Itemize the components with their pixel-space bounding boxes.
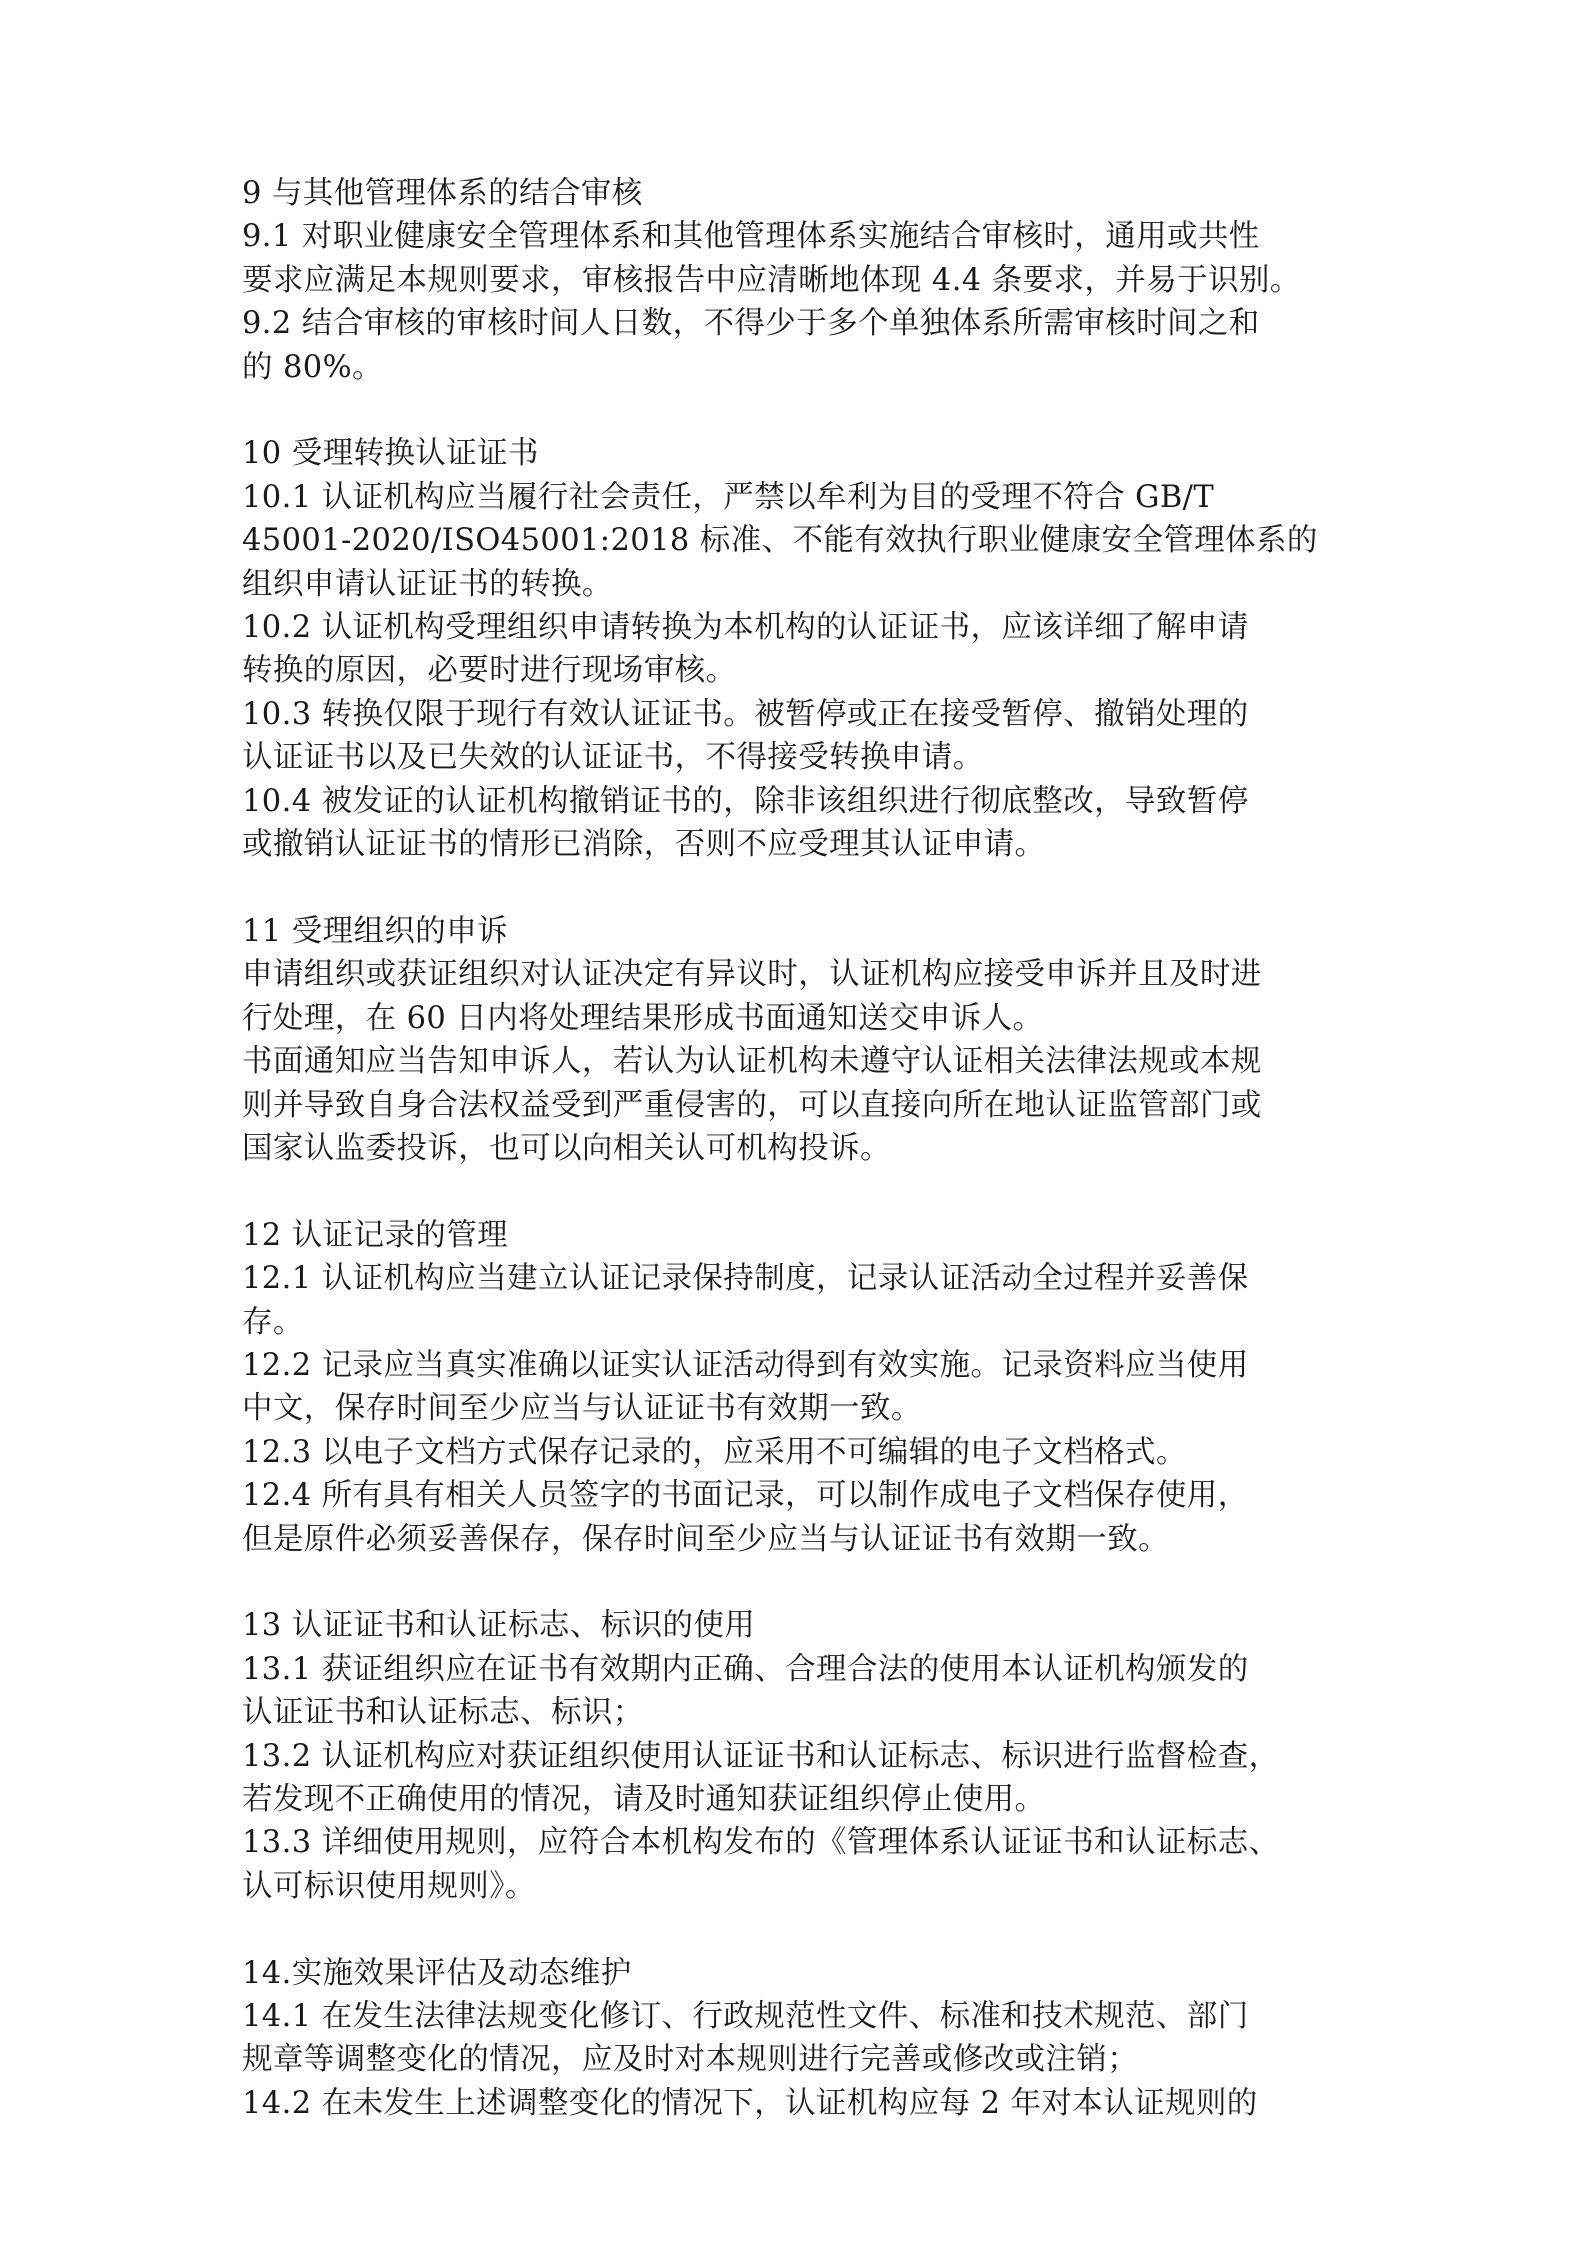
section-12-records (242, 1214, 1352, 1561)
paragraph-line: 12.2 记录应当真实准确以证实认证活动得到有效实施。记录资料应当使用 (242, 1347, 1249, 1383)
section-13-certificate-mark-usage (242, 1604, 1352, 1908)
paragraph-line: 9.2 结合审核的审核时间人日数，不得少于多个单独体系所需审核时间之和 (242, 306, 1260, 342)
paragraph-line: 或撤销认证证书的情形已消除，否则不应受理其认证申请。 (242, 827, 1046, 863)
paragraph-line: 13.3 详细使用规则，应符合本机构发布的《管理体系认证证书和认证标志、 (242, 1825, 1280, 1861)
paragraph-line: 45001-2020/ISO45001:2018 标准、不能有效执行职业健康安全管理体系的 (242, 523, 1318, 559)
paragraph-line: 但是原件必须妥善保存，保存时间至少应当与认证证书有效期一致。 (242, 1521, 1169, 1557)
paragraph-line: 行处理，在 60 日内将处理结果形成书面通知送交申诉人。 (242, 1000, 1044, 1036)
paragraph-line: 国家认监委投诉，也可以向相关认可机构投诉。 (242, 1130, 891, 1166)
paragraph-line: 要求应满足本规则要求，审核报告中应清晰地体现 4.4 条要求，并易于识别。 (242, 262, 1301, 298)
paragraph-line: 12.1 认证机构应当建立认证记录保持制度，记录认证活动全过程并妥善保 (242, 1261, 1249, 1297)
paragraph-line: 13.1 获证组织应在证书有效期内正确、合理合法的使用本认证机构颁发的 (242, 1651, 1249, 1687)
section-heading: 10 受理转换认证证书 (242, 436, 539, 472)
paragraph-line: 书面通知应当告知申诉人，若认为认证机构未遵守认证相关法律法规或本规 (242, 1044, 1262, 1080)
paragraph-line: 14.2 在未发生上述调整变化的情况下，认证机构应每 2 年对本认证规则的 (242, 2085, 1258, 2121)
section-heading: 9 与其他管理体系的结合审核 (242, 176, 643, 211)
paragraph-line: 12.4 所有具有相关人员签字的书面记录，可以制作成电子文档保存使用， (242, 1478, 1249, 1514)
paragraph-line: 10.2 认证机构受理组织申请转换为本机构的认证证书，应该详细了解申请 (242, 610, 1249, 646)
paragraph-line: 则并导致自身合法权益受到严重侵害的，可以直接向所在地认证监管部门或 (242, 1087, 1262, 1123)
paragraph-line: 9.1 对职业健康安全管理体系和其他管理体系实施结合审核时，通用或共性 (242, 219, 1260, 255)
paragraph-line: 10.4 被发证的认证机构撤销证书的，除非该组织进行彻底整改，导致暂停 (242, 783, 1249, 819)
paragraph-line: 认证证书以及已失效的认证证书，不得接受转换申请。 (242, 740, 984, 776)
paragraph-line: 若发现不正确使用的情况，请及时通知获证组织停止使用。 (242, 1781, 1046, 1817)
paragraph-line: 12.3 以电子文档方式保存记录的，应采用不可编辑的电子文档格式。 (242, 1434, 1187, 1470)
section-11-appeals (242, 910, 1352, 1170)
document-page (242, 172, 1352, 2125)
paragraph-line: 组织申请认证证书的转换。 (242, 566, 613, 602)
paragraph-line: 认证证书和认证标志、标识； (242, 1695, 644, 1731)
paragraph-line: 中文，保存时间至少应当与认证证书有效期一致。 (242, 1391, 922, 1427)
section-10-certificate-transfer (242, 432, 1352, 866)
paragraph-line: 转换的原因，必要时进行现场审核。 (242, 653, 737, 689)
paragraph-line: 认可标识使用规则》。 (242, 1868, 536, 1904)
section-heading: 12 认证记录的管理 (242, 1217, 509, 1253)
paragraph-line: 的 80%。 (242, 349, 383, 385)
paragraph-line: 10.3 转换仅限于现行有效认证证书。被暂停或正在接受暂停、撤销处理的 (242, 696, 1249, 732)
paragraph-line: 规章等调整变化的情况，应及时对本规则进行完善或修改或注销； (242, 2042, 1139, 2078)
paragraph-line: 存。 (242, 1304, 304, 1340)
section-heading: 11 受理组织的申诉 (242, 913, 509, 949)
paragraph-line: 13.2 认证机构应对获证组织使用认证证书和认证标志、标识进行监督检查， (242, 1738, 1280, 1774)
section-heading: 14.实施效果评估及动态维护 (242, 1955, 632, 1991)
section-14-effect-evaluation (242, 1952, 1352, 2126)
paragraph-line: 10.1 认证机构应当履行社会责任，严禁以牟利为目的受理不符合 GB/T (242, 479, 1215, 515)
section-heading: 13 认证证书和认证标志、标识的使用 (242, 1608, 756, 1644)
paragraph-line: 14.1 在发生法律法规变化修订、行政规范性文件、标准和技术规范、部门 (242, 1998, 1249, 2034)
paragraph-line: 申请组织或获证组织对认证决定有异议时，认证机构应接受申诉并且及时进 (242, 957, 1262, 993)
section-9-combined-audit (242, 172, 1352, 389)
